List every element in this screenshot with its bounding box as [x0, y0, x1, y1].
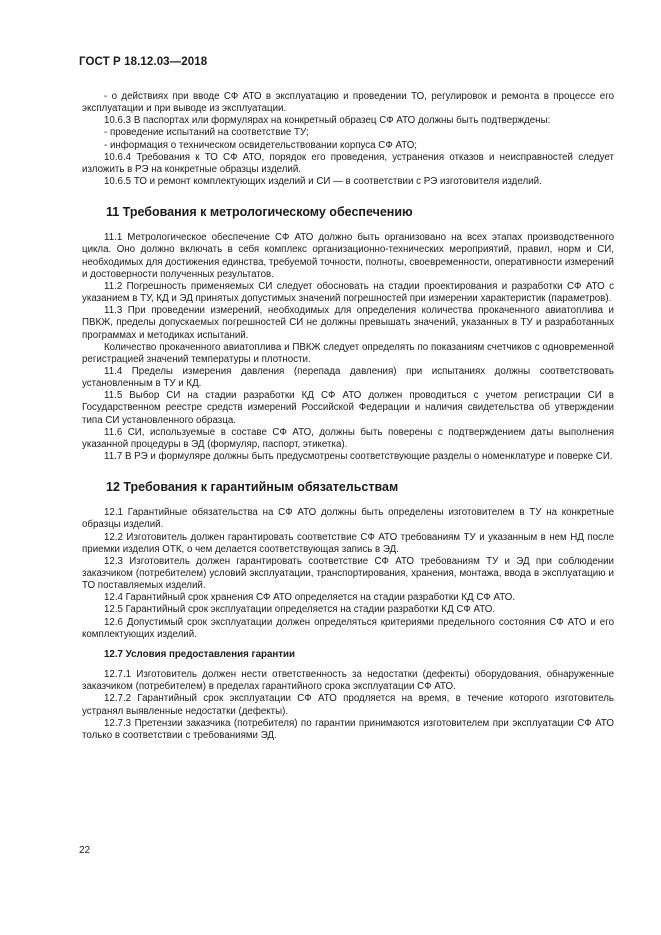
section-heading-11: 11 Требования к метрологическому обеспечению — [106, 205, 413, 220]
list-item: - проведение испытаний на соответствие ТУ; — [104, 127, 309, 139]
paragraph: Количество прокаченного авиатоплива и ПВКЖ следует определять по показаниям счетчиков с одновременной регистрацией значений температуры и плотности. — [82, 341, 614, 365]
paragraph: 12.5 Гарантийный срок эксплуатации определяется на стадии разработки КД СФ АТО. — [104, 604, 496, 616]
paragraph: 11.3 При проведении измерений, необходимых для определения количества прокаченного авиатоплива и ПВКЖ, пределы допускаемых погрешностей СИ не должны превышать значений, указанных в ТУ и разработанных программах и методиках испытаний. — [82, 305, 614, 341]
paragraph: 11.5 Выбор СИ на стадии разработки КД СФ АТО должен проводиться с учетом регистрации СИ в Государственном реестре средств измерений Российской Федерации и наличия свидетельства об утверждении типа СИ установленного образца. — [82, 390, 614, 426]
page-content — [82, 91, 614, 742]
paragraph: 11.1 Метрологическое обеспечение СФ АТО должно быть организовано на всех этапах производственного цикла. Оно должно включать в себя комплекс организационно-технических мероприятий, правил, норм и СИ, необходимых для достижения единства, требуемой точности, полноты, своевременности, оперативности измерений и достоверности полученных результатов. — [82, 232, 614, 280]
list-item: - информация о техническом освидетельствовании корпуса СФ АТО; — [104, 139, 418, 151]
paragraph: 11.7 В РЭ и формуляре должны быть предусмотрены соответствующие разделы о номенклатуре и поверке СИ. — [104, 451, 613, 463]
paragraph: 11.4 Пределы измерения давления (перепада давления) при испытаниях должны соответствовать установленным в ТУ и КД. — [82, 365, 614, 390]
paragraph: 10.6.4 Требования к ТО СФ АТО, порядок его проведения, устранения отказов и неисправностей следует изложить в РЭ на конкретные образцы изделий. — [82, 151, 614, 175]
paragraph: 11.6 СИ, используемые в составе СФ АТО, должны быть поверены с подтверждением даты выполнения указанной процедуры в ЭД (формуляр, паспорт, этикетка). — [82, 426, 614, 450]
document-id: ГОСТ Р 18.12.03—2018 — [79, 56, 208, 68]
paragraph: 11.2 Погрешность применяемых СИ следует обосновать на стадии проектирования и разработки СФ АТО с указанием в ТУ, КД и ЭД принятых допустимых значений погрешностей при измерении характеристик (параметров). — [82, 280, 614, 305]
paragraph: 12.4 Гарантийный срок хранения СФ АТО определяется на стадии разработки КД СФ АТО. — [104, 592, 516, 604]
paragraph: 12.1 Гарантийные обязательства на СФ АТО должны быть определены изготовителем в ТУ на конкретные образцы изделий. — [82, 507, 614, 531]
paragraph: 12.7.1 Изготовитель должен нести ответственность за недостатки (дефекты) оборудования, обнаруженные заказчиком (потребителем) в пределах гарантийного срока эксплуатации СФ АТО. — [82, 669, 614, 693]
paragraph: 12.2 Изготовитель должен гарантировать соответствие СФ АТО требованиям ТУ и указанным в нем НД после приемки изделия ОТК, о чем делается соответствующая запись в ЭД. — [82, 531, 614, 555]
paragraph: 12.7.2 Гарантийный срок эксплуатации СФ АТО продляется на время, в течение которого изготовитель устранял выявленные недостатки (дефекты). — [82, 693, 614, 717]
paragraph: 12.7.3 Претензии заказчика (потребителя) по гарантии принимаются изготовителем при эксплуатации СФ АТО только в соответствии с требованиями ЭД. — [82, 717, 614, 741]
paragraph: - о действиях при вводе СФ АТО в эксплуатацию и проведении ТО, регулировок и ремонта в процессе его эксплуатации и при выводе из эксплуатации. — [82, 91, 614, 115]
subsection-heading-12-7: 12.7 Условия предоставления гарантии — [104, 648, 296, 660]
paragraph: 12.3 Изготовитель должен гарантировать соответствие СФ АТО требованиям ТУ и ЭД при соблюдении заказчиком (потребителем) условий эксплуатации, транспортирования, хранения, монтажа, ввода в эксплуатацию и ТО поставляемых изделий. — [82, 555, 614, 592]
section-heading-12: 12 Требования к гарантийным обязательствам — [106, 480, 399, 495]
paragraph: 12.6 Допустимый срок эксплуатации должен определяться критериями предельного состояния СФ АТО и его комплектующих изделий. — [82, 616, 614, 640]
paragraph: 10.6.5 ТО и ремонт комплектующих изделий и СИ — в соответствии с РЭ изготовителя изделий. — [104, 176, 542, 188]
paragraph: 10.6.3 В паспортах или формулярах на конкретный образец СФ АТО должны быть подтверждены: — [104, 115, 551, 127]
page-number: 22 — [79, 845, 91, 856]
